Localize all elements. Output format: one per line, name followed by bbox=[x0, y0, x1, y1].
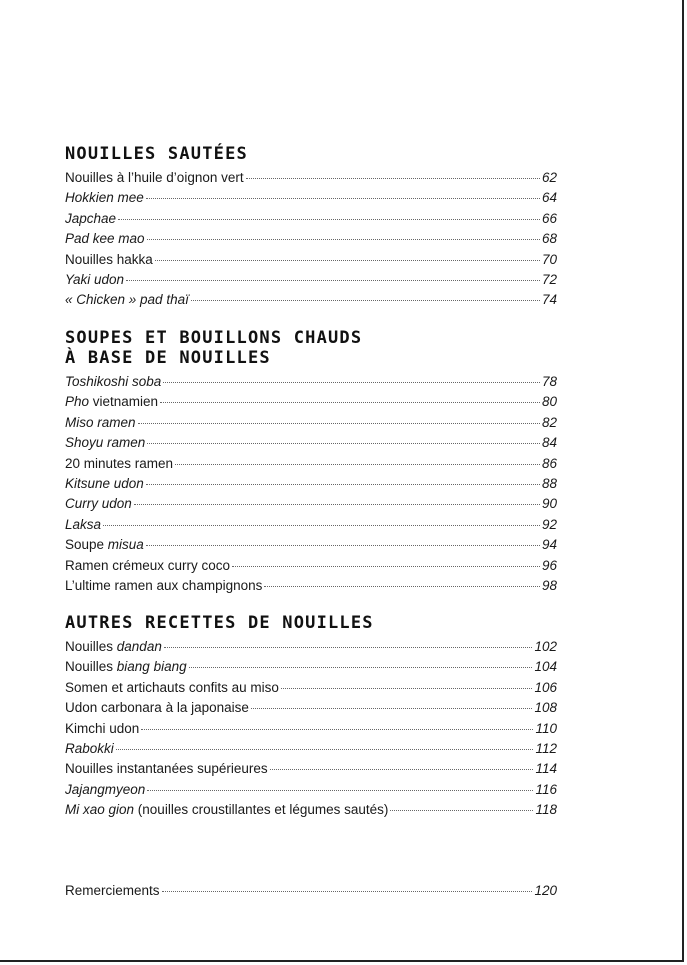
toc-page-number: 94 bbox=[541, 537, 557, 553]
toc-entry-title bbox=[65, 515, 101, 535]
section-remerciements bbox=[65, 881, 557, 901]
toc-page-number: 64 bbox=[541, 190, 557, 206]
toc-entry-title bbox=[65, 556, 230, 576]
toc-page-number: 110 bbox=[535, 720, 557, 736]
toc-entry-title bbox=[65, 494, 132, 514]
toc-entry-title-part: Nouilles bbox=[65, 659, 117, 675]
toc-entry bbox=[65, 392, 557, 412]
toc-page-number: 70 bbox=[541, 251, 557, 267]
toc-entry-title bbox=[65, 637, 162, 657]
toc-page-number: 62 bbox=[541, 170, 557, 185]
toc-entry-title bbox=[65, 881, 160, 901]
dot-leader bbox=[270, 769, 534, 770]
toc-entry-title-part: « Chicken » pad thaï bbox=[65, 292, 189, 308]
toc-entry-title bbox=[65, 290, 189, 310]
toc-entry bbox=[65, 474, 557, 494]
toc-page-number: 66 bbox=[541, 210, 557, 226]
toc-entry-title-part: Japchae bbox=[65, 210, 117, 226]
toc-entry-title-part: Rabokki bbox=[65, 740, 114, 756]
dot-leader bbox=[251, 708, 533, 709]
toc-entry-title bbox=[65, 474, 144, 494]
toc-entry bbox=[65, 454, 557, 474]
toc-page-number: 112 bbox=[535, 740, 557, 756]
toc-entry-title-part: 20 minutes ramen bbox=[65, 455, 174, 471]
toc-entry-title bbox=[65, 535, 144, 555]
toc-entry-title bbox=[65, 678, 279, 698]
toc-entry-title bbox=[65, 229, 145, 249]
toc-entry-title bbox=[65, 780, 145, 800]
toc-page-number: 84 bbox=[541, 435, 557, 451]
dot-leader bbox=[138, 423, 540, 424]
toc-entry bbox=[65, 250, 557, 270]
dot-leader bbox=[147, 239, 540, 240]
toc-page-number: 104 bbox=[534, 659, 557, 675]
dot-leader bbox=[118, 219, 540, 220]
dot-leader bbox=[160, 402, 540, 403]
toc-page-number: 114 bbox=[535, 761, 557, 777]
toc-page-number: 96 bbox=[541, 557, 557, 573]
toc-entry bbox=[65, 576, 557, 596]
toc-entry bbox=[65, 657, 557, 677]
toc-entry-title bbox=[65, 188, 144, 208]
toc-page-number: 74 bbox=[541, 292, 557, 308]
toc-entry bbox=[65, 780, 557, 800]
toc-entry bbox=[65, 800, 557, 820]
toc-entry-title bbox=[65, 576, 262, 596]
toc-entry-title-part: Pad kee mao bbox=[65, 231, 145, 247]
toc-entry-title-part: Nouilles hakka bbox=[65, 251, 153, 267]
section-heading: SOUPES ET BOUILLONS CHAUDS bbox=[65, 328, 363, 348]
toc-entry bbox=[65, 433, 557, 453]
toc-entry-title-part: Pho bbox=[65, 394, 90, 410]
dot-leader bbox=[162, 891, 533, 892]
dot-leader bbox=[164, 647, 533, 648]
toc-entry-title bbox=[65, 168, 244, 188]
toc-entry-title-part: misua bbox=[107, 537, 144, 553]
section-soupes-bouillons bbox=[65, 328, 557, 596]
toc-page-number: 88 bbox=[541, 475, 557, 491]
toc-entry bbox=[65, 270, 557, 290]
toc-entry-title-part: Udon carbonara à la japonaise bbox=[65, 700, 249, 716]
dot-leader bbox=[189, 667, 533, 668]
toc-entry-title bbox=[65, 719, 139, 739]
toc-entry-title-part: Nouilles instantanées supérieures bbox=[65, 761, 268, 777]
toc-entry-title-part: Laksa bbox=[65, 516, 102, 532]
toc-entry-title-part: Toshikoshi soba bbox=[65, 374, 162, 389]
toc-entry-title bbox=[65, 657, 187, 677]
dot-leader bbox=[146, 484, 540, 485]
toc-entry-title-part: dandan bbox=[116, 639, 162, 654]
toc-entry bbox=[65, 229, 557, 249]
toc-entry-title-part: Ramen crémeux curry coco bbox=[65, 557, 231, 573]
section-heading: AUTRES RECETTES DE NOUILLES bbox=[65, 613, 374, 633]
toc-entry-title-part: Mi xao gion bbox=[65, 802, 135, 818]
dot-leader bbox=[134, 504, 540, 505]
toc-entry-title bbox=[65, 454, 173, 474]
toc-entry bbox=[65, 209, 557, 229]
toc-entry-title bbox=[65, 270, 124, 290]
dot-leader bbox=[155, 260, 540, 261]
toc-entry-title bbox=[65, 739, 114, 759]
toc-entry-title bbox=[65, 800, 388, 820]
dot-leader bbox=[146, 545, 540, 546]
toc-entry bbox=[65, 413, 557, 433]
toc-entry-title-part: Shoyu ramen bbox=[65, 435, 146, 451]
dot-leader bbox=[232, 566, 540, 567]
dot-leader bbox=[175, 464, 540, 465]
toc-entry-title-part: Curry udon bbox=[65, 496, 132, 512]
toc-entry-title-part: (nouilles croustillantes et légumes sautés) bbox=[134, 802, 389, 818]
toc-page-number: 68 bbox=[541, 231, 557, 247]
toc-entry-title bbox=[65, 433, 145, 453]
toc-entry bbox=[65, 637, 557, 657]
toc-entry bbox=[65, 556, 557, 576]
toc-page-number: 80 bbox=[541, 394, 557, 410]
dot-leader bbox=[163, 382, 540, 383]
toc-page-number: 78 bbox=[541, 374, 557, 389]
toc-entry bbox=[65, 372, 557, 392]
toc-page-number: 90 bbox=[541, 496, 557, 512]
toc-entry-title bbox=[65, 209, 116, 229]
toc-page-number: 102 bbox=[534, 639, 557, 654]
dot-leader bbox=[116, 749, 534, 750]
toc-entry bbox=[65, 739, 557, 759]
toc-entry-title-part: Nouilles bbox=[65, 639, 117, 654]
toc-page-number: 72 bbox=[541, 271, 557, 287]
toc-entry bbox=[65, 759, 557, 779]
dot-leader bbox=[147, 790, 533, 791]
toc-entry-title bbox=[65, 698, 249, 718]
toc-entry-title-part: Hokkien mee bbox=[65, 190, 144, 206]
section-nouilles-sautees bbox=[65, 144, 557, 311]
toc-page-number: 108 bbox=[534, 700, 557, 716]
dot-leader bbox=[264, 586, 540, 587]
toc-entry bbox=[65, 535, 557, 555]
toc-entry bbox=[65, 494, 557, 514]
toc-page-number: 106 bbox=[534, 679, 557, 695]
dot-leader bbox=[141, 729, 533, 730]
toc-entry-title-part: Nouilles à l’huile d’oignon vert bbox=[65, 170, 244, 185]
dot-leader bbox=[146, 198, 540, 199]
toc-page-number: 118 bbox=[535, 802, 557, 818]
toc-entry bbox=[65, 678, 557, 698]
toc-page-number: 120 bbox=[534, 883, 557, 898]
toc-entry-title bbox=[65, 372, 161, 392]
toc-page-number: 92 bbox=[541, 516, 557, 532]
toc-entry-title bbox=[65, 392, 158, 412]
dot-leader bbox=[191, 300, 540, 301]
toc-entry-title-part: Jajangmyeon bbox=[65, 781, 146, 797]
toc-entry-title-part: Miso ramen bbox=[65, 414, 136, 430]
dot-leader bbox=[147, 443, 540, 444]
toc-entry-title bbox=[65, 759, 268, 779]
toc-entry-title bbox=[65, 413, 136, 433]
toc-entry-title-part: L’ultime ramen aux champignons bbox=[65, 577, 263, 593]
toc-entry-title-part: Kimchi udon bbox=[65, 720, 140, 736]
toc-page-number: 116 bbox=[535, 781, 557, 797]
toc-page-number: 86 bbox=[541, 455, 557, 471]
section-autres-recettes bbox=[65, 613, 557, 821]
toc-entry-title-part: biang biang bbox=[116, 659, 187, 675]
toc-page-number: 98 bbox=[541, 577, 557, 593]
toc-entry bbox=[65, 168, 557, 188]
toc-entry bbox=[65, 719, 557, 739]
toc-entry bbox=[65, 881, 557, 901]
toc-entry-title-part: Soupe bbox=[65, 537, 108, 553]
toc-entry bbox=[65, 515, 557, 535]
toc-entry-title bbox=[65, 250, 153, 270]
dot-leader bbox=[126, 280, 540, 281]
dot-leader bbox=[103, 525, 540, 526]
toc-entry-title-part: Kitsune udon bbox=[65, 475, 144, 491]
section-heading: NOUILLES SAUTÉES bbox=[65, 144, 248, 164]
dot-leader bbox=[390, 810, 533, 811]
toc-entry-title-part: Remerciements bbox=[65, 883, 160, 898]
dot-leader bbox=[246, 178, 540, 179]
toc-page-number: 82 bbox=[541, 414, 557, 430]
section-heading: À BASE DE NOUILLES bbox=[65, 348, 271, 368]
toc-entry-title-part: Yaki udon bbox=[65, 271, 125, 287]
toc-entry bbox=[65, 188, 557, 208]
toc-entry bbox=[65, 290, 557, 310]
toc-entry-title-part: Somen et artichauts confits au miso bbox=[65, 679, 279, 695]
dot-leader bbox=[281, 688, 533, 689]
toc-entry-title-part: vietnamien bbox=[89, 394, 159, 410]
toc-entry bbox=[65, 698, 557, 718]
